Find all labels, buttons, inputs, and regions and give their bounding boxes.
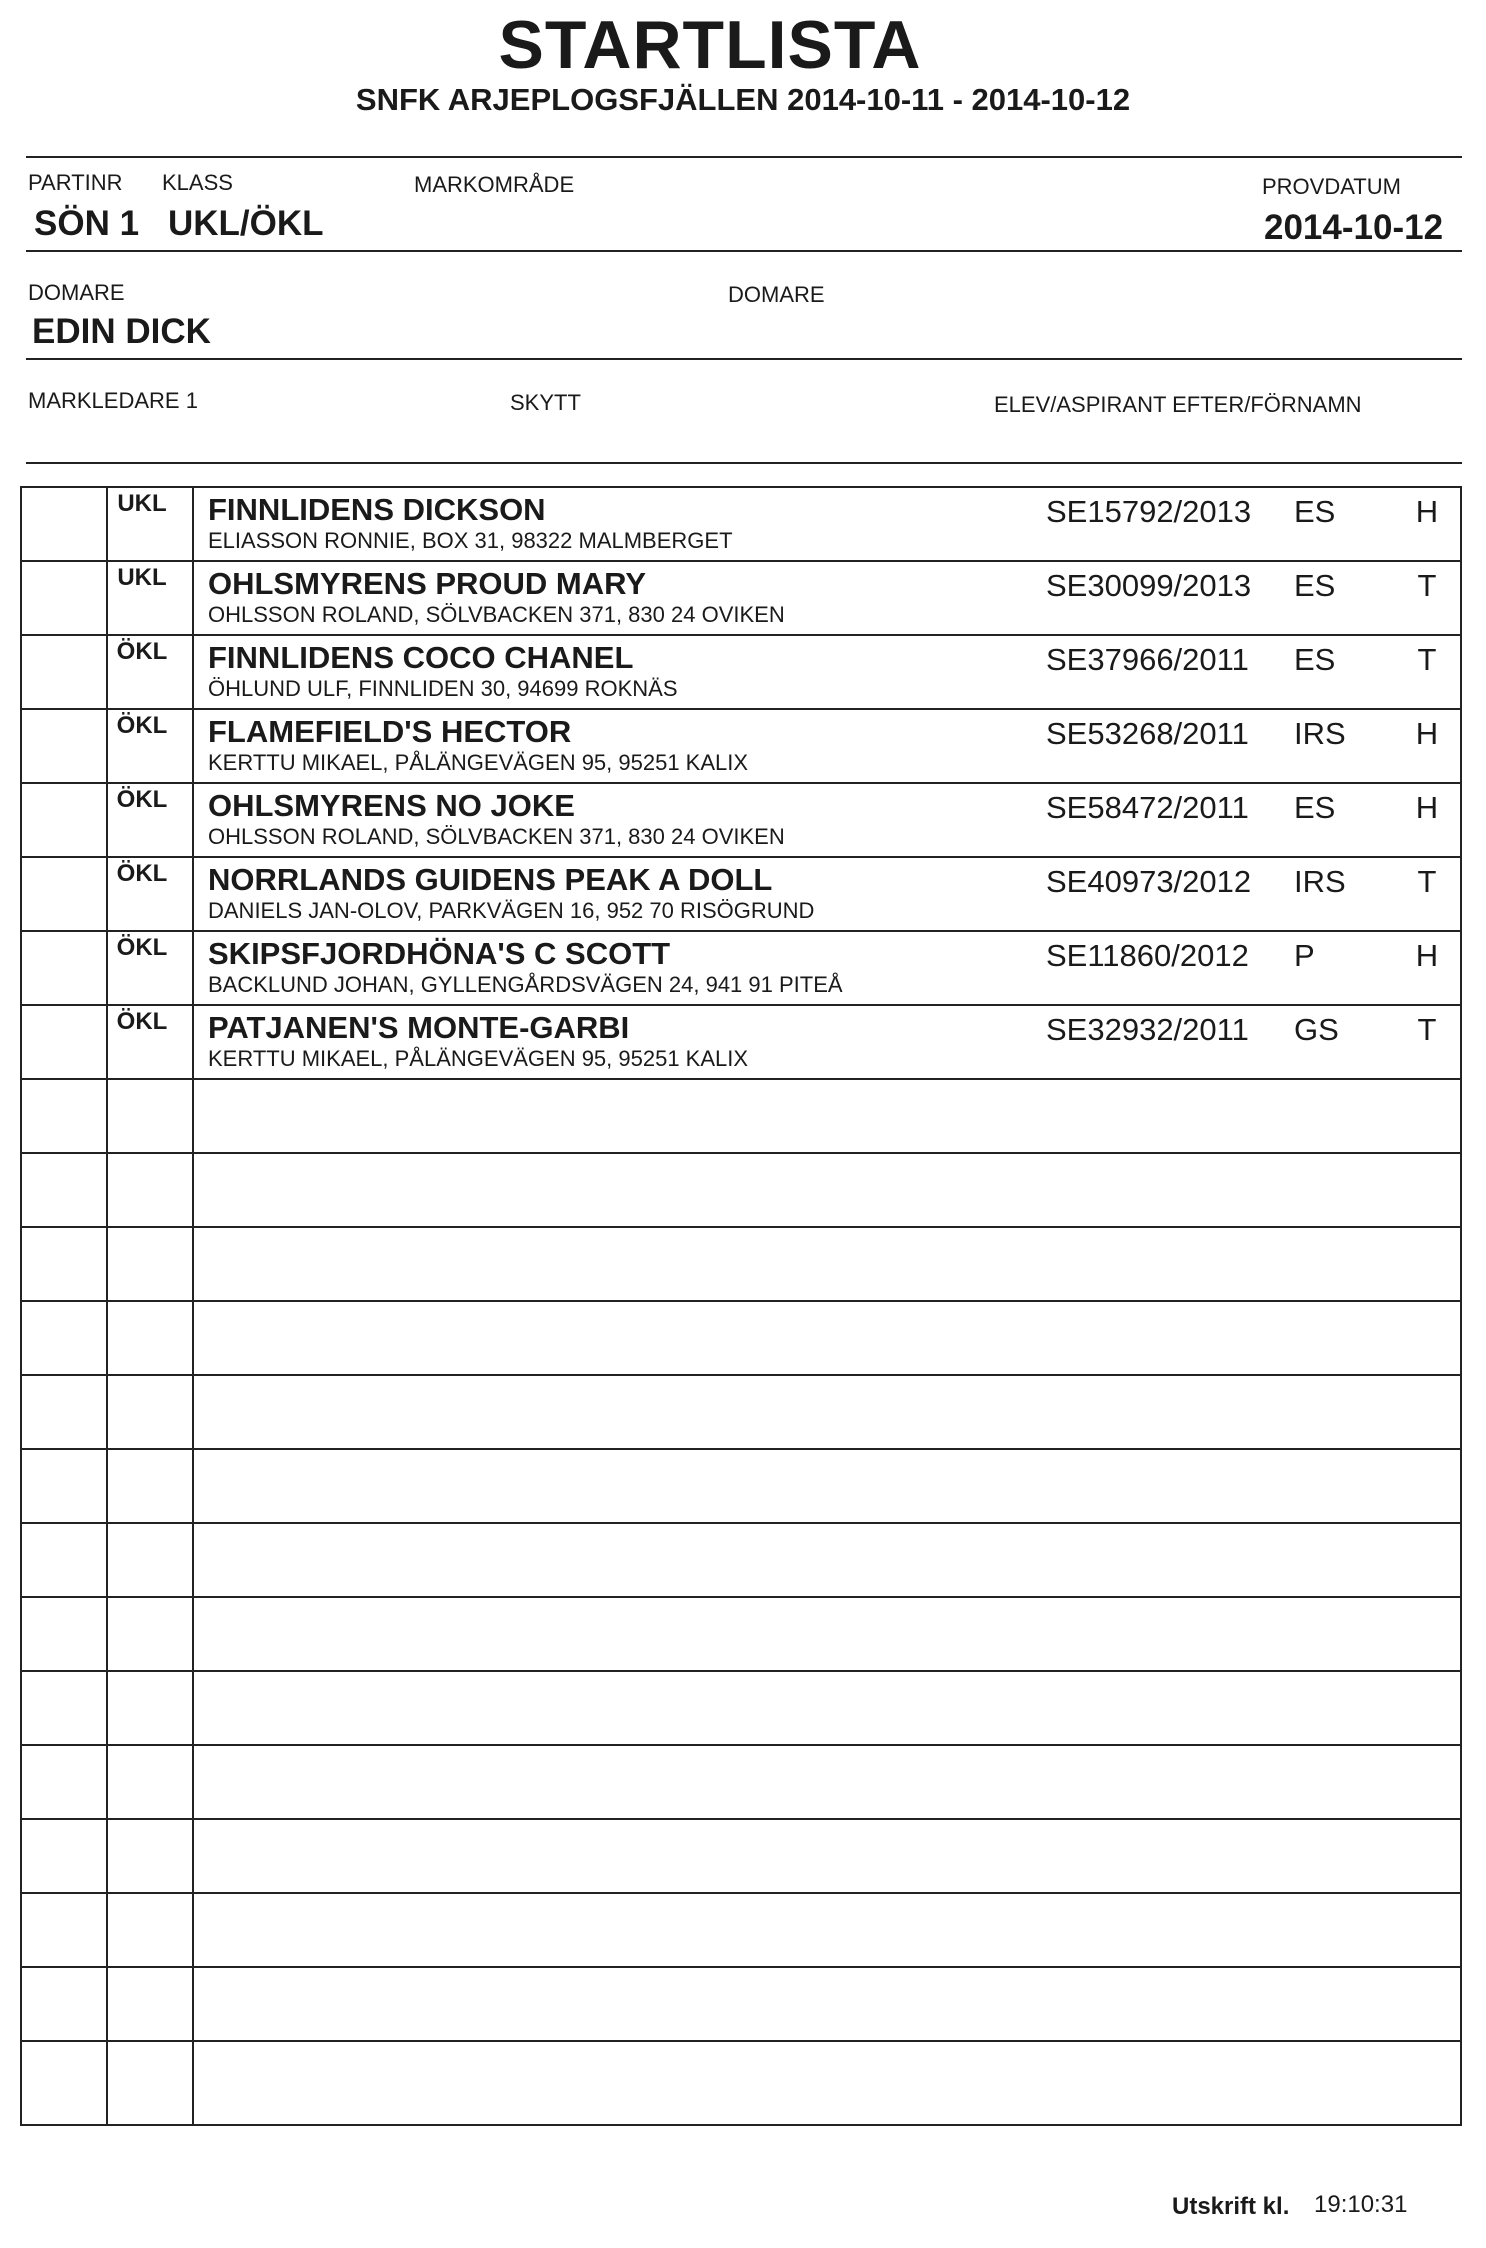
entry-row: [22, 710, 1460, 784]
entry-row: [22, 636, 1460, 710]
markledare-label: MARKLEDARE 1: [28, 388, 198, 413]
domare-value-1: EDIN DICK: [32, 312, 211, 351]
elev-aspirant-label: ELEV/ASPIRANT EFTER/FÖRNAMN: [994, 392, 1362, 417]
empty-row: [22, 1894, 1460, 1968]
entry-row: [22, 858, 1460, 932]
entry-row: [22, 784, 1460, 858]
markomrade-label: MARKOMRÅDE: [414, 172, 575, 197]
empty-row: [22, 2042, 1460, 2124]
sex-code: H: [1415, 716, 1439, 751]
empty-row: [22, 1228, 1460, 1302]
empty-row: [22, 1598, 1460, 1672]
domare-label-1: DOMARE: [28, 280, 125, 305]
dog-name: NORRLANDS GUIDENS PEAK A DOLL: [208, 862, 773, 897]
entry-class: ÖKL: [116, 712, 168, 739]
empty-row: [22, 1820, 1460, 1894]
breed-code: IRS: [1294, 864, 1346, 899]
registration-number: SE11860/2012: [1046, 938, 1249, 973]
empty-row: [22, 1968, 1460, 2042]
breed-code: IRS: [1294, 716, 1346, 751]
registration-number: SE30099/2013: [1046, 568, 1252, 603]
klass-label: KLASS: [162, 170, 233, 195]
divider: [26, 156, 1462, 158]
sex-code: T: [1417, 1012, 1437, 1047]
empty-row: [22, 1080, 1460, 1154]
owner-address: OHLSSON ROLAND, SÖLVBACKEN 371, 830 24 OVIKEN: [208, 824, 785, 849]
divider: [26, 462, 1462, 464]
registration-number: SE40973/2012: [1046, 864, 1252, 899]
entry-class: ÖKL: [116, 638, 168, 665]
entry-class: UKL: [117, 490, 167, 517]
registration-number: SE58472/2011: [1046, 790, 1249, 825]
empty-row: [22, 1450, 1460, 1524]
sex-code: H: [1415, 494, 1439, 529]
skytt-label: SKYTT: [510, 390, 581, 415]
entry-row: [22, 932, 1460, 1006]
event-subtitle: SNFK ARJEPLOGSFJÄLLEN 2014-10-11 - 2014-10-12: [355, 82, 1131, 117]
owner-address: DANIELS JAN-OLOV, PARKVÄGEN 16, 952 70 RISÖGRUND: [208, 898, 815, 923]
divider: [26, 358, 1462, 360]
dog-name: OHLSMYRENS PROUD MARY: [208, 566, 647, 601]
breed-code: P: [1294, 938, 1315, 973]
page-title: STARTLISTA: [498, 7, 922, 83]
print-time-label: Utskrift kl.: [1172, 2193, 1290, 2220]
breed-code: GS: [1294, 1012, 1339, 1047]
registration-number: SE37966/2011: [1046, 642, 1249, 677]
entry-row: [22, 562, 1460, 636]
entry-class: ÖKL: [116, 1008, 168, 1035]
entry-class: ÖKL: [116, 934, 168, 961]
empty-row: [22, 1376, 1460, 1450]
entry-class: UKL: [117, 564, 167, 591]
entry-row: [22, 1006, 1460, 1080]
empty-row: [22, 1154, 1460, 1228]
breed-code: ES: [1294, 494, 1336, 529]
sex-code: T: [1417, 568, 1437, 603]
sex-code: T: [1417, 642, 1437, 677]
owner-address: ÖHLUND ULF, FINNLIDEN 30, 94699 ROKNÄS: [208, 676, 678, 701]
sex-code: T: [1417, 864, 1437, 899]
registration-number: SE15792/2013: [1046, 494, 1252, 529]
dog-name: PATJANEN'S MONTE-GARBI: [208, 1010, 630, 1045]
dog-name: FINNLIDENS DICKSON: [208, 492, 546, 527]
klass-value: UKL/ÖKL: [168, 204, 324, 243]
owner-address: KERTTU MIKAEL, PÅLÄNGEVÄGEN 95, 95251 KALIX: [208, 750, 749, 775]
sex-code: H: [1415, 938, 1439, 973]
entry-class: ÖKL: [116, 786, 168, 813]
dog-name: FLAMEFIELD'S HECTOR: [208, 714, 572, 749]
parti-value: SÖN 1: [34, 204, 140, 243]
breed-code: ES: [1294, 790, 1336, 825]
dog-name: FINNLIDENS COCO CHANEL: [208, 640, 634, 675]
empty-row: [22, 1524, 1460, 1598]
owner-address: OHLSSON ROLAND, SÖLVBACKEN 371, 830 24 OVIKEN: [208, 602, 785, 627]
divider: [26, 250, 1462, 252]
empty-row: [22, 1746, 1460, 1820]
breed-code: ES: [1294, 568, 1336, 603]
partinr-label: PARTINR: [28, 170, 123, 195]
startlist-table: [20, 486, 1462, 2126]
empty-row: [22, 1672, 1460, 1746]
entry-row: [22, 488, 1460, 562]
registration-number: SE53268/2011: [1046, 716, 1249, 751]
breed-code: ES: [1294, 642, 1336, 677]
dog-name: OHLSMYRENS NO JOKE: [208, 788, 575, 823]
registration-number: SE32932/2011: [1046, 1012, 1249, 1047]
provdatum-value: 2014-10-12: [1264, 208, 1444, 247]
sex-code: H: [1415, 790, 1439, 825]
entry-class: ÖKL: [116, 860, 168, 887]
owner-address: ELIASSON RONNIE, BOX 31, 98322 MALMBERGET: [208, 528, 733, 553]
owner-address: KERTTU MIKAEL, PÅLÄNGEVÄGEN 95, 95251 KALIX: [208, 1046, 749, 1071]
empty-row: [22, 1302, 1460, 1376]
dog-name: SKIPSFJORDHÖNA'S C SCOTT: [208, 936, 671, 971]
provdatum-label: PROVDATUM: [1262, 174, 1401, 199]
print-time-value: 19:10:31: [1314, 2191, 1408, 2218]
domare-label-2: DOMARE: [728, 282, 825, 307]
owner-address: BACKLUND JOHAN, GYLLENGÅRDSVÄGEN 24, 941 91 PITEÅ: [208, 972, 843, 997]
